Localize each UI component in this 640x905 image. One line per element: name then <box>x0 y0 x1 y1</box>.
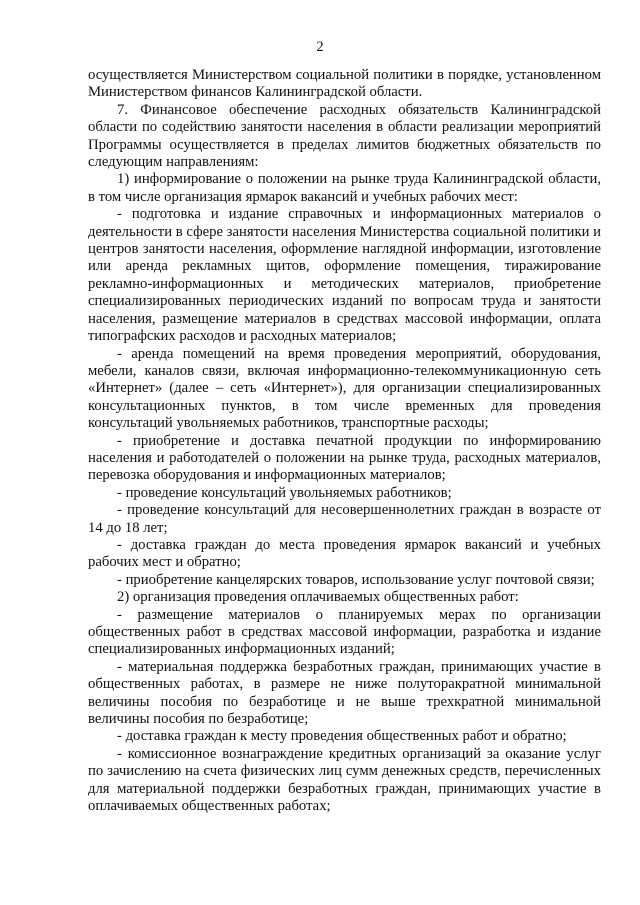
paragraph: - приобретение и доставка печатной продукции по информированию населения и работодателей о положении на рынке труда, расходных материалов, перевозка оборудования и информационных материалов; <box>88 432 601 484</box>
document-body <box>88 67 601 815</box>
paragraph: - приобретение канцелярских товаров, использование услуг почтовой связи; <box>117 571 595 588</box>
paragraph: - комиссионное вознаграждение кредитных организаций за оказание услуг по зачислению на счета физических лиц сумм денежных средств, перечисленных для материальной поддержки безработных граждан, принимающих участие в оплачиваемых общественных работах; <box>88 745 601 815</box>
paragraph: 2) организация проведения оплачиваемых общественных работ: <box>117 589 519 606</box>
paragraph: - подготовка и издание справочных и информационных материалов о деятельности в сфере занятости населения Министерства социальной политики и центров занятости населения, оформление наглядной информации, изготовление или аренда рекламных щитов, оформление помещения, тиражирование рекламно-информационных и методических материалов, приобретение специализированных периодических изданий по вопросам труда и занятости населения, размещение материалов в средствах массовой информации, оплата типографских расходов и расходных материалов; <box>88 206 601 345</box>
paragraph: 7. Финансовое обеспечение расходных обязательств Калининградской области по содействию занятости населения в области реализации мероприятий Программы осуществляется в пределах лимитов бюджетных обязательств по следующим направлениям: <box>88 101 601 171</box>
paragraph: - доставка граждан к месту проведения общественных работ и обратно; <box>117 728 567 745</box>
paragraph: - проведение консультаций увольняемых работников; <box>117 484 452 501</box>
page-number: 2 <box>316 39 324 55</box>
paragraph: - материальная поддержка безработных граждан, принимающих участие в общественных работах, в размере не ниже полуторакратной минимальной величины пособия по безработице и не выше трехкратной минимальной величины пособия по безработице; <box>88 658 601 728</box>
paragraph: - размещение материалов о планируемых мерах по организации общественных работ в средствах массовой информации, разработка и издание специализированных информационных изданий; <box>88 606 601 658</box>
paragraph: - проведение консультаций для несовершеннолетних граждан в возрасте от 14 до 18 лет; <box>88 502 601 536</box>
paragraph: 1) информирование о положении на рынке труда Калининградской области, в том числе организация ярмарок вакансий и учебных рабочих мест: <box>88 171 601 205</box>
paragraph: - доставка граждан до места проведения ярмарок вакансий и учебных рабочих мест и обратно; <box>88 536 601 571</box>
paragraph: осуществляется Министерством социальной политики в порядке, установленном Министерством финансов Калининградской области. <box>88 67 601 101</box>
paragraph: - аренда помещений на время проведения мероприятий, оборудования, мебели, каналов связи, включая информационно-телекоммуникационную сеть «Интернет» (далее – сеть «Интернет»), для организации специализированных консультационных пунктов, в том числе временных для проведения консультаций увольняемых работников, транспортные расходы; <box>88 345 601 432</box>
